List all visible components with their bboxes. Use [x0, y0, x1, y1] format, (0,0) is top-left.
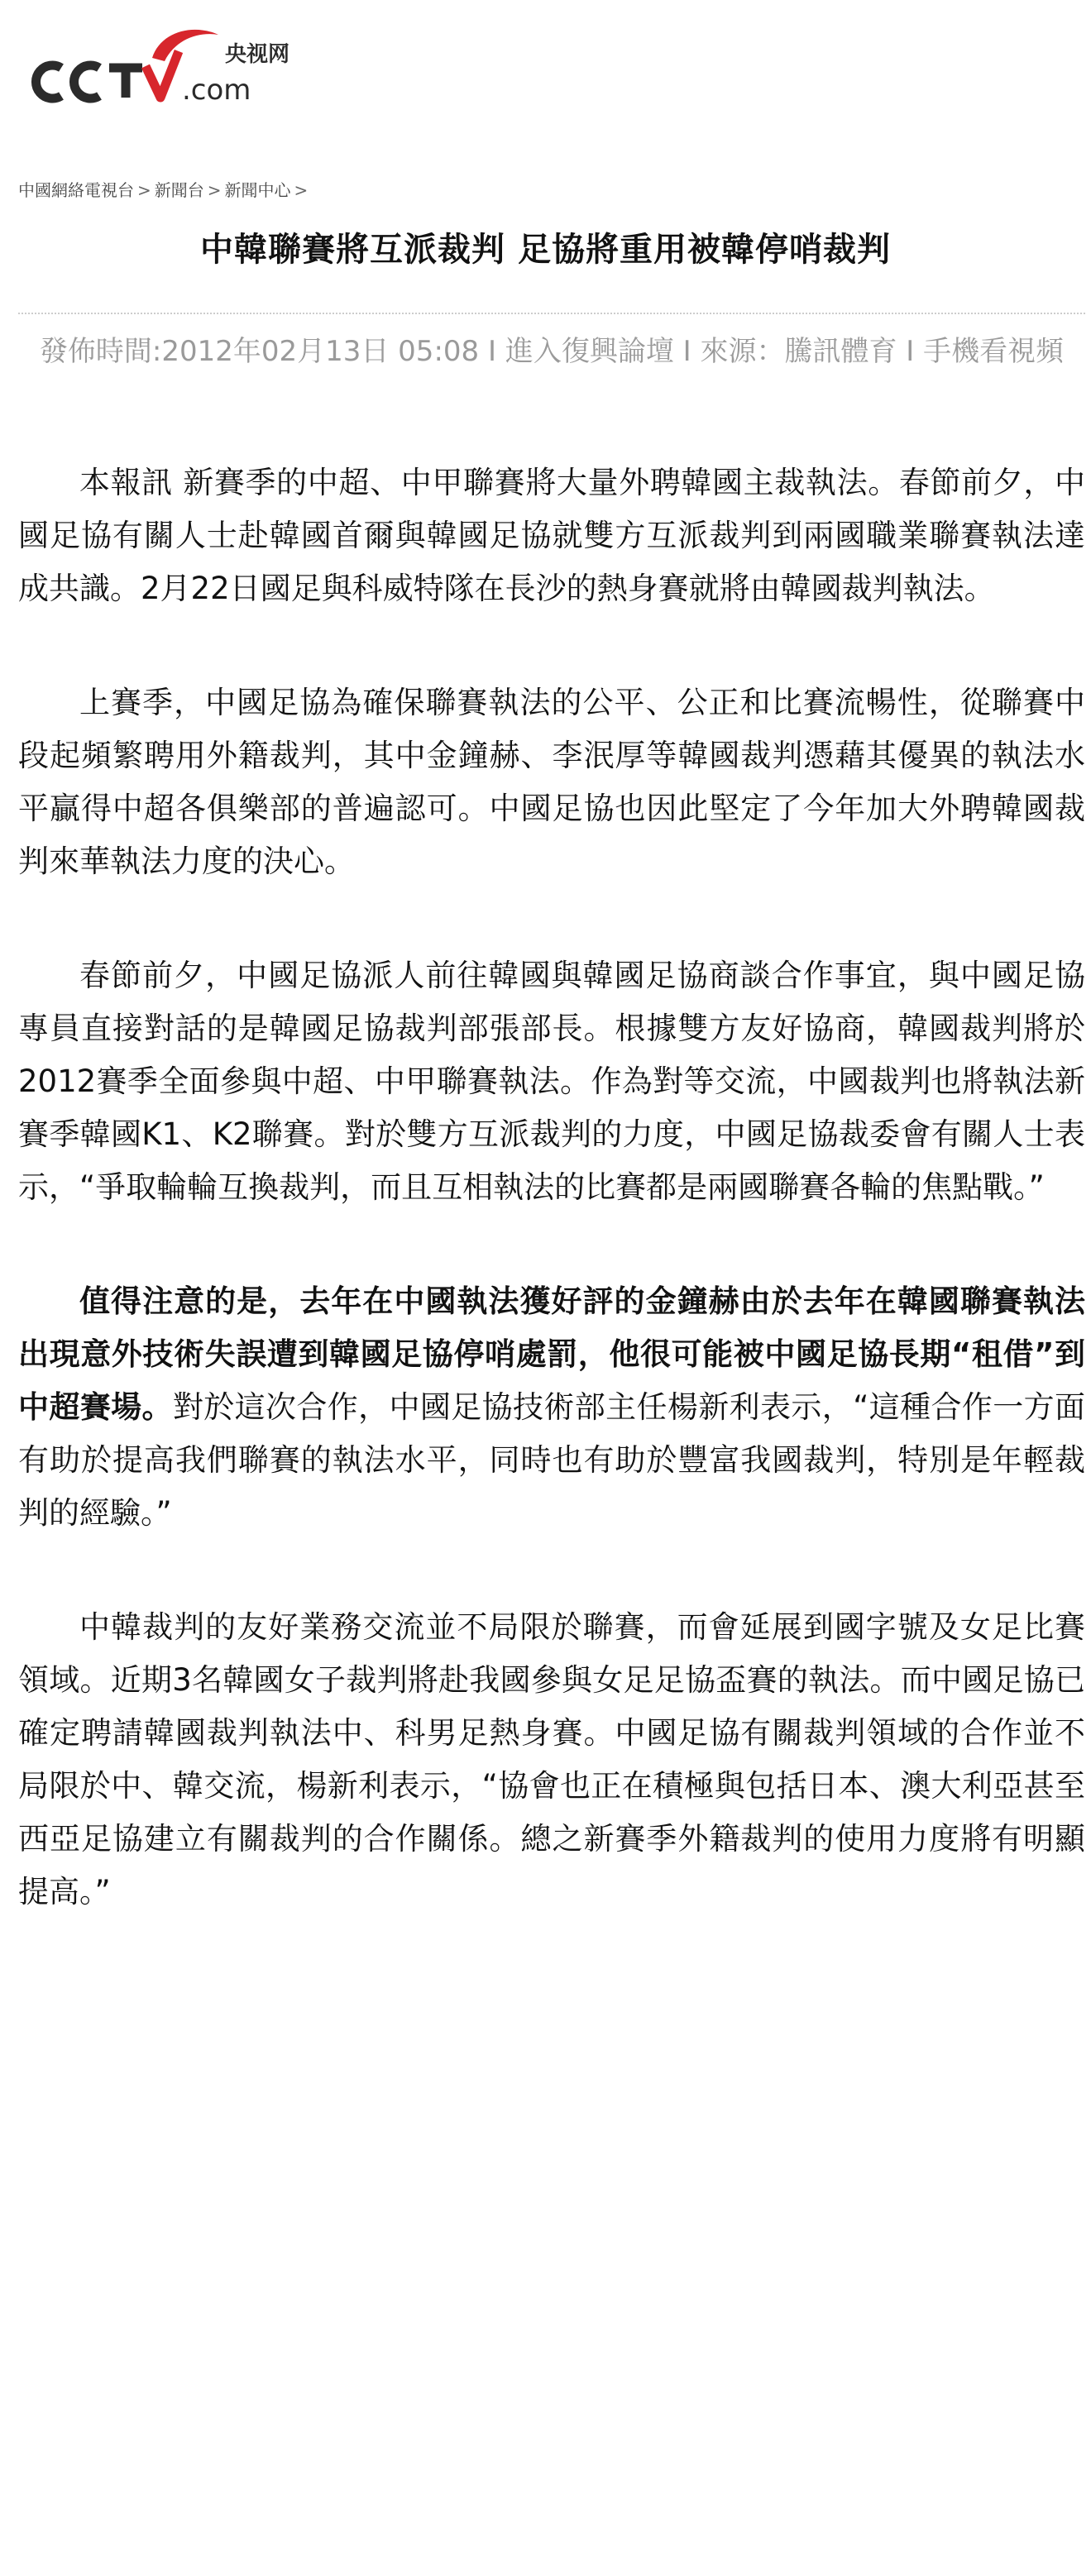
breadcrumb-item-news-center[interactable]: 新聞中心	[224, 180, 291, 200]
breadcrumb-item-news-channel[interactable]: 新聞台	[154, 180, 204, 200]
breadcrumb-separator: >	[207, 180, 222, 200]
article-paragraph: 上賽季，中國足協為確保聯賽執法的公平、公正和比賽流暢性，從聯賽中段起頻繁聘用外籍裁判，其中金鐘赫、李泯厚等韓國裁判憑藉其優異的執法水平贏得中超各俱樂部的普遍認可。中國足協也因此堅定了今年加大外聘韓國裁判來華執法力度的決心。	[18, 685, 1085, 879]
breadcrumb-separator: >	[137, 180, 151, 200]
svg-text:.com: .com	[182, 74, 251, 107]
title-divider	[18, 313, 1085, 314]
article-title: 中韓聯賽將互派裁判 足協將重用被韓停哨裁判	[200, 231, 891, 269]
article-paragraph	[18, 1275, 1085, 1540]
cctv-logo[interactable]	[28, 25, 309, 108]
article-paragraph-text: 對於這次合作，中國足協技術部主任楊新利表示，“這種合作一方面有助於提高我們聯賽的執法水平，同時也有助於豐富我國裁判，特別是年輕裁判的經驗。”	[18, 1389, 1085, 1531]
breadcrumb-item-cntv[interactable]: 中國網絡電視台	[18, 180, 134, 200]
article-paragraph: 中韓裁判的友好業務交流並不局限於聯賽，而會延展到國字號及女足比賽領域。近期3名韓國女子裁判將赴我國參與女足足協盃賽的執法。而中國足協已確定聘請韓國裁判執法中、科男足熱身賽。中國足協有關裁判領域的合作並不局限於中、韓交流，楊新利表示，“協會也正在積極與包括日本、澳大利亞甚至西亞足協建立有關裁判的合作關係。總之新賽季外籍裁判的使用力度將有明顯提高。”	[18, 1609, 1085, 1909]
meta-divider: I	[487, 335, 497, 368]
source-label: 來源：	[700, 335, 785, 368]
article-paragraph: 本報訊 新賽季的中超、中甲聯賽將大量外聘韓國主裁執法。春節前夕，中國足協有關人士赴韓國首爾與韓國足協就雙方互派裁判到兩國職業聯賽執法達成共識。2月22日國足與科威特隊在長沙的熱身賽就將由韓國裁判執法。	[18, 465, 1085, 606]
meta-divider: I	[906, 335, 915, 368]
source-link[interactable]: 騰訊體育	[784, 335, 897, 368]
article-body	[18, 456, 1085, 1980]
publish-time: 發佈時間:2012年02月13日 05:08	[39, 335, 480, 368]
breadcrumb	[18, 177, 311, 201]
forum-link[interactable]: 進入復興論壇	[505, 335, 674, 368]
article-paragraph-bold: 值得注意的是，去年在中國執法獲好評的金鐘赫由於去年在韓國聯賽執法出現意外技術失誤遭到韓國足協停哨處罰，他很可能被中國足協長期“租借”到中超賽場。	[18, 1283, 1085, 1425]
article-meta	[18, 331, 1085, 372]
meta-divider: I	[682, 335, 691, 368]
breadcrumb-separator: >	[294, 180, 309, 200]
site-header	[28, 25, 326, 108]
svg-text:央视网: 央视网	[225, 42, 290, 67]
mobile-video-link[interactable]: 手機看視頻	[923, 335, 1065, 368]
article-paragraph: 春節前夕，中國足協派人前往韓國與韓國足協商談合作事宜，與中國足協專員直接對話的是韓國足協裁判部張部長。根據雙方友好協商，韓國裁判將於2012賽季全面參與中超、中甲聯賽執法。作為對等交流，中國裁判也將執法新賽季韓國K1、K2聯賽。對於雙方互派裁判的力度，中國足協裁委會有關人士表示，“爭取輪輪互換裁判，而且互相執法的比賽都是兩國聯賽各輪的焦點戰。”	[18, 958, 1085, 1205]
